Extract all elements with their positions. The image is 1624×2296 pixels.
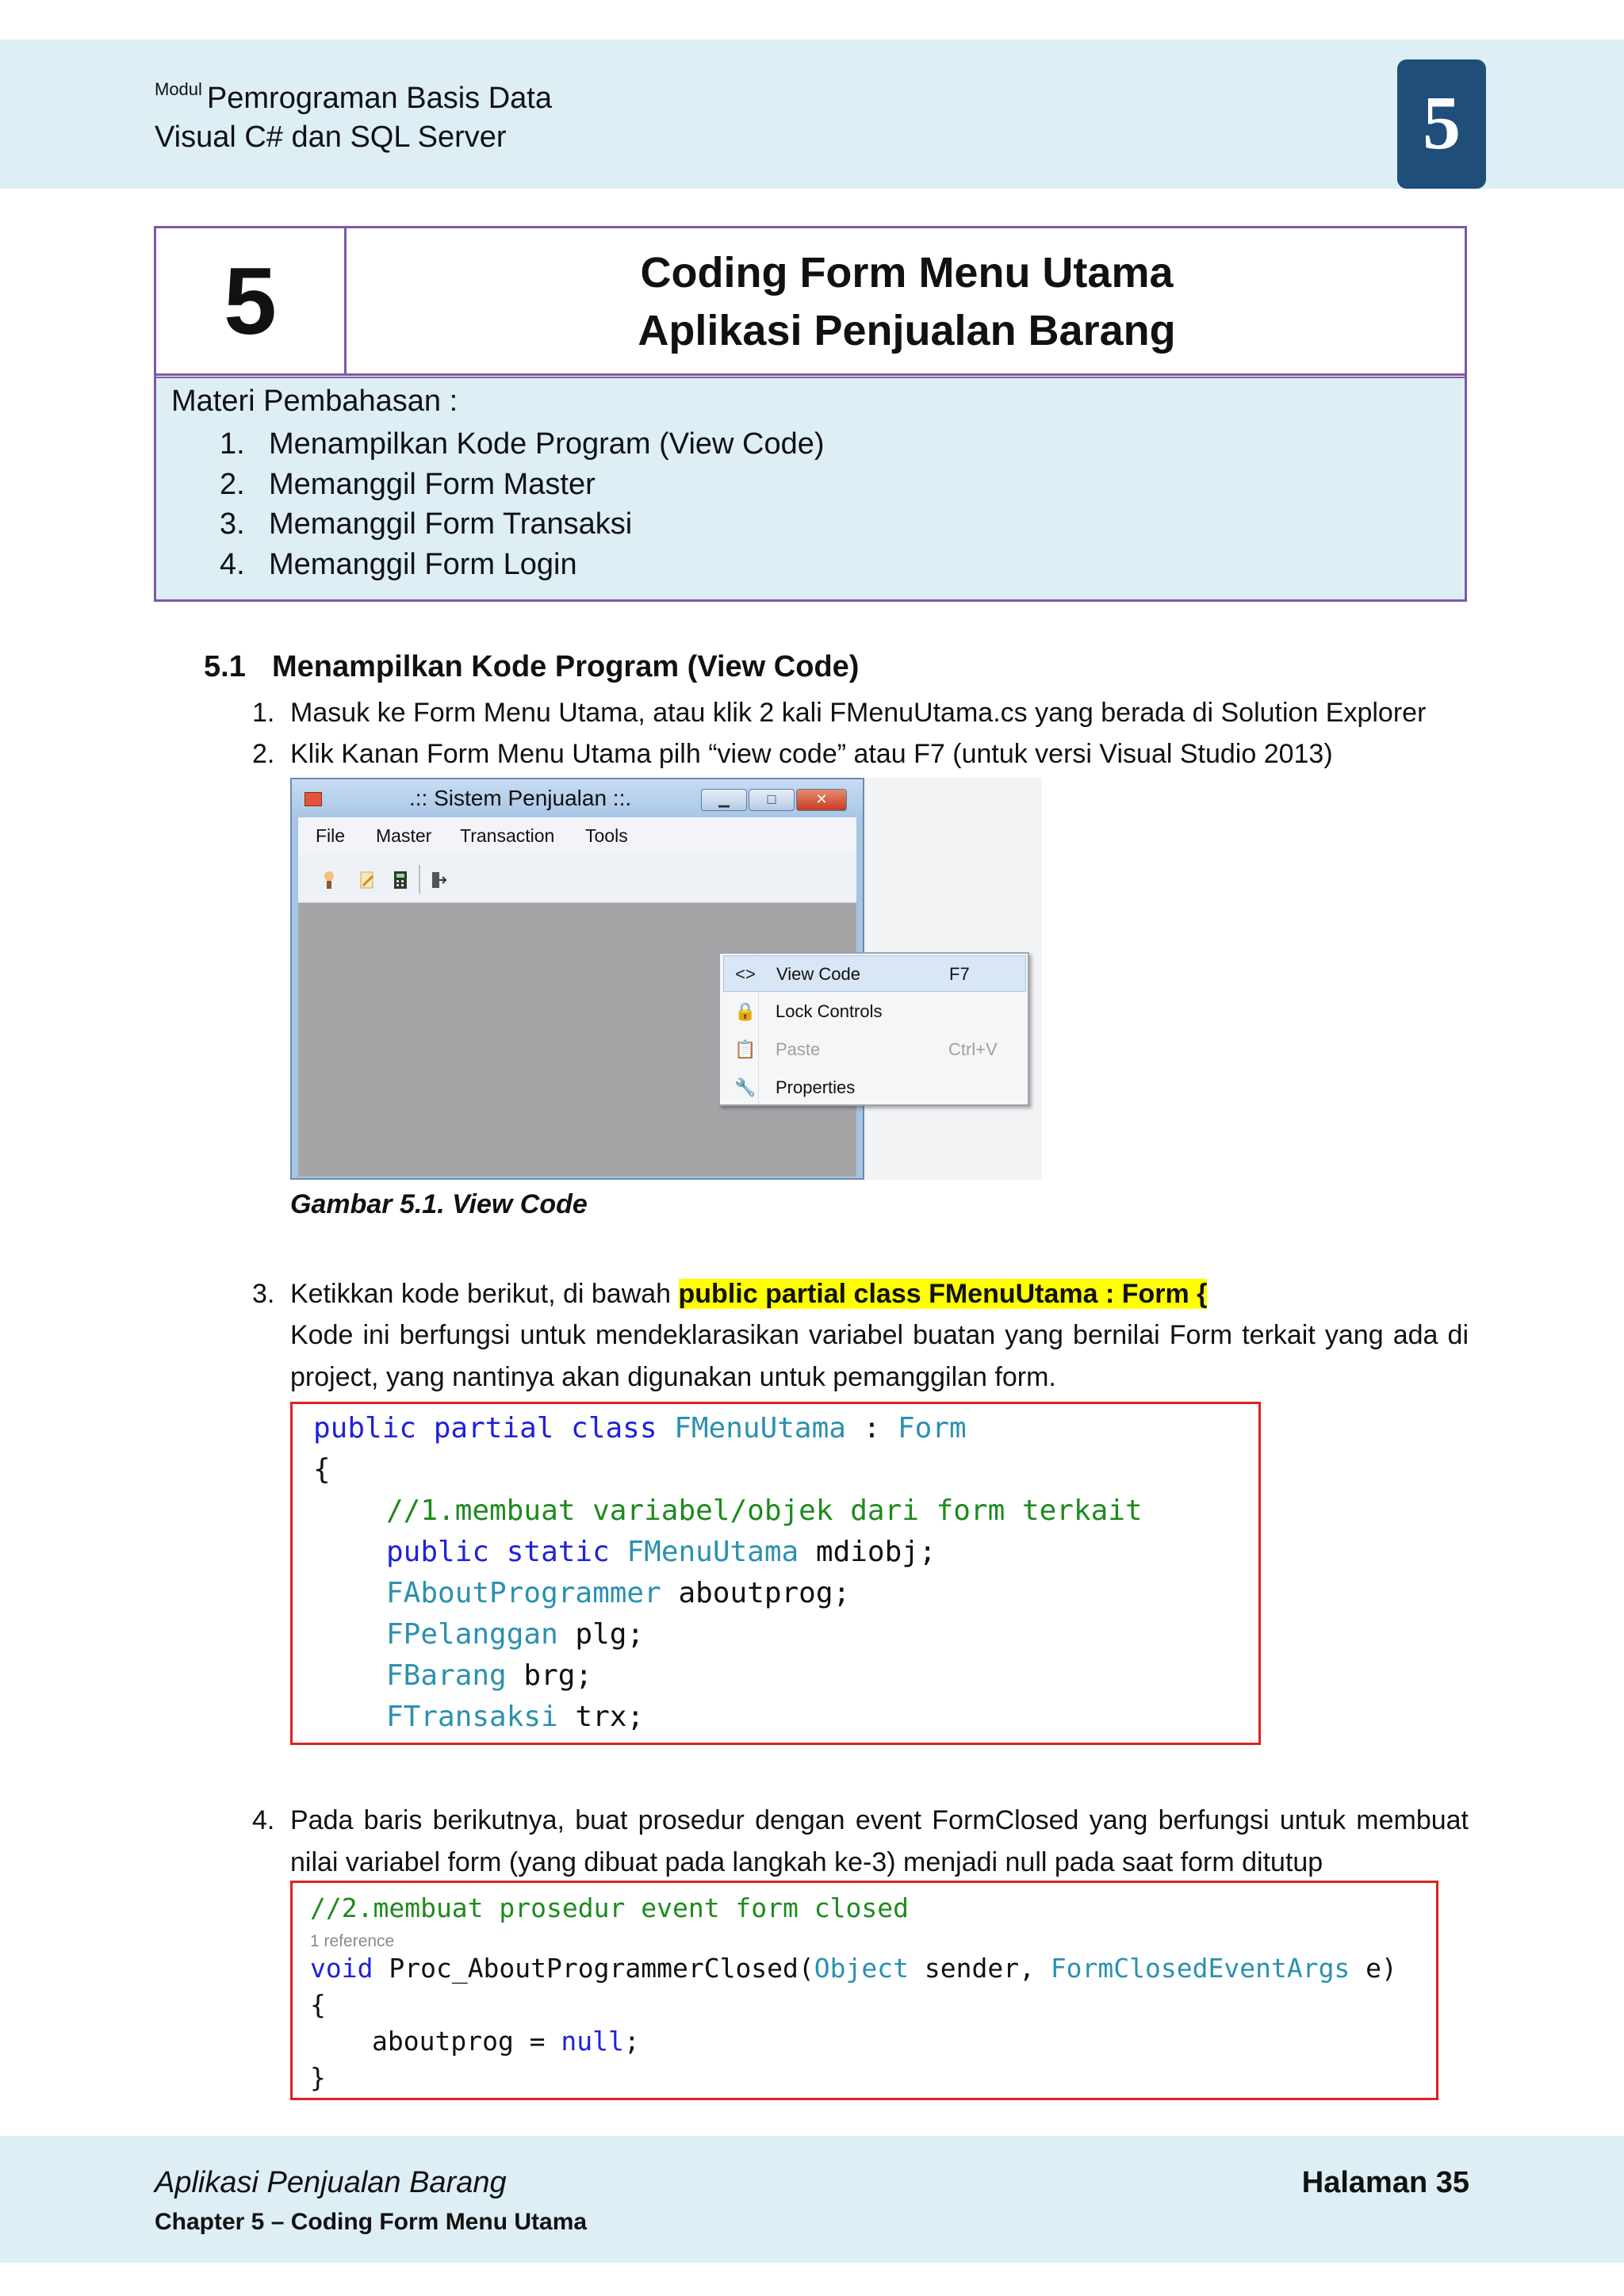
materi-item-text: Memanggil Form Master [269,467,596,501]
code-line: FAboutProgrammer aboutprog; [386,1577,851,1609]
footer-book-title: Aplikasi Penjualan Barang [155,2166,507,2199]
context-item-paste [723,1031,1026,1068]
app-icon [304,792,322,806]
section-heading [204,650,859,684]
chapter-box [154,226,1467,602]
context-item-shortcut: Ctrl+V [948,1039,998,1059]
minimize-button[interactable]: ▁ [701,789,747,811]
section-title: Menampilkan Kode Program (View Code) [272,650,860,683]
footer-chapter: Chapter 5 – Coding Form Menu Utama [155,2209,588,2235]
step-4 [252,1800,1469,1884]
calculator-icon[interactable] [392,870,409,890]
wrench-icon: 🔧 [734,1077,756,1097]
materi-item-text: Memanggil Form Transaksi [269,507,633,541]
context-item-label: Properties [776,1077,856,1097]
step-number: 2. [252,739,275,769]
step-text: Klik Kanan Form Menu Utama pilh “view code” atau F7 (untuk versi Visual Studio 2013) [290,739,1333,769]
step-3 [252,1279,1207,1310]
window-title: .:: Sistem Penjualan ::. [409,786,632,810]
chapter-title [349,244,1465,360]
menu-file[interactable]: File [316,825,346,846]
about-icon[interactable] [320,870,338,890]
context-item-view-code[interactable] [723,955,1026,992]
materi-heading: Materi Pembahasan : [171,385,458,418]
context-item-properties[interactable] [723,1070,1026,1106]
step-3-description: Kode ini berfungsi untuk mendeklarasikan variabel buatan yang bernilai Form terkait yang ada di project, yang nantinya akan digunakan untuk pemanggilan form. [290,1320,1469,1392]
context-item-label: Lock Controls [776,1001,883,1021]
code-comment: //2.membuat prosedur event form closed [310,1892,909,1923]
module-title-line1: Pemrograman Basis Data [206,82,552,115]
step-text: Pada baris berikutnya, buat prosedur dengan event FormClosed yang berfungsi untuk membuat nilai variabel form (yang dibuat pada langkah ke-3) menjadi null pada saat form ditutup [290,1805,1469,1877]
lock-icon: 🔒 [734,1001,756,1021]
materi-item [220,465,825,505]
code-line: { [313,1453,331,1486]
toolbar-separator [419,865,420,894]
code-icon: <> [735,964,756,984]
code-highlight: public partial class FMenuUtama : Form { [678,1279,1208,1309]
step-number: 3. [252,1279,275,1309]
code-line: } [310,2062,326,2093]
modul-label: Modul [155,79,202,99]
context-item-label: View Code [776,964,860,984]
step-2 [252,739,1333,770]
step-number: 1. [252,698,275,728]
context-item-lock-controls[interactable] [723,993,1026,1030]
materi-item-text: Menampilkan Kode Program (View Code) [269,427,825,461]
window-titlebar [292,779,863,817]
menu-tools[interactable]: Tools [585,825,628,846]
chapter-badge: 5 [1397,59,1486,189]
context-item-label: Paste [776,1039,821,1059]
step-1 [252,698,1426,729]
paste-icon: 📋 [734,1039,756,1059]
materi-box [156,378,1465,599]
materi-item [220,504,825,545]
context-menu [718,952,1029,1106]
exit-icon[interactable] [430,870,447,890]
code-line: FPelanggan plg; [386,1618,645,1651]
code-line: void Proc_AboutProgrammerClosed(Object sender, FormClosedEventArgs e) [310,1953,1397,1984]
code-block-formclosed [290,1881,1438,2100]
materi-item-number: 4. [220,547,245,581]
code-line: public partial class FMenuUtama : Form [313,1412,967,1445]
chapter-title-line1: Coding Form Menu Utama [640,249,1174,297]
chapter-number: 5 [156,228,347,373]
materi-item-number: 3. [220,507,245,541]
module-title [155,79,552,116]
menu-bar [298,817,856,854]
materi-item-number: 2. [220,467,245,501]
view-code-screenshot [290,778,1042,1180]
code-line: FBarang brg; [386,1659,593,1692]
materi-item-text: Memanggil Form Login [269,547,577,581]
code-line: public static FMenuUtama mdiobj; [386,1536,936,1568]
section-number: 5.1 [204,650,246,683]
step-text: Masuk ke Form Menu Utama, atau klik 2 kali FMenuUtama.cs yang berada di Solution Explorer [290,698,1427,728]
reference-codelens[interactable]: 1 reference [310,1932,395,1950]
figure-caption: Gambar 5.1. View Code [290,1189,588,1219]
maximize-button[interactable]: □ [749,789,795,811]
code-block-declarations [290,1402,1261,1745]
materi-item [220,545,825,585]
menu-transaction[interactable]: Transaction [460,825,555,846]
code-comment: //1.membuat variabel/objek dari form terkait [386,1494,1143,1527]
materi-list [220,424,825,584]
materi-item-number: 1. [220,427,245,461]
edit-icon[interactable] [358,870,376,890]
step-text: Ketikkan kode berikut, di bawah [290,1279,679,1309]
code-line: { [310,1989,326,2020]
code-line: aboutprog = null; [372,2026,640,2057]
module-title-line2: Visual C# dan SQL Server [155,121,507,154]
code-line: FTransaksi trx; [386,1701,645,1733]
close-button[interactable]: ✕ [796,789,847,811]
page-header [0,40,1624,189]
context-item-shortcut: F7 [949,964,970,984]
materi-item [220,424,825,465]
step-number: 4. [252,1805,275,1835]
toolbar [298,854,856,903]
menu-master[interactable]: Master [376,825,432,846]
chapter-title-line2: Aplikasi Penjualan Barang [638,307,1176,354]
page-footer [0,2136,1624,2263]
page-number: Halaman 35 [1301,2166,1469,2199]
